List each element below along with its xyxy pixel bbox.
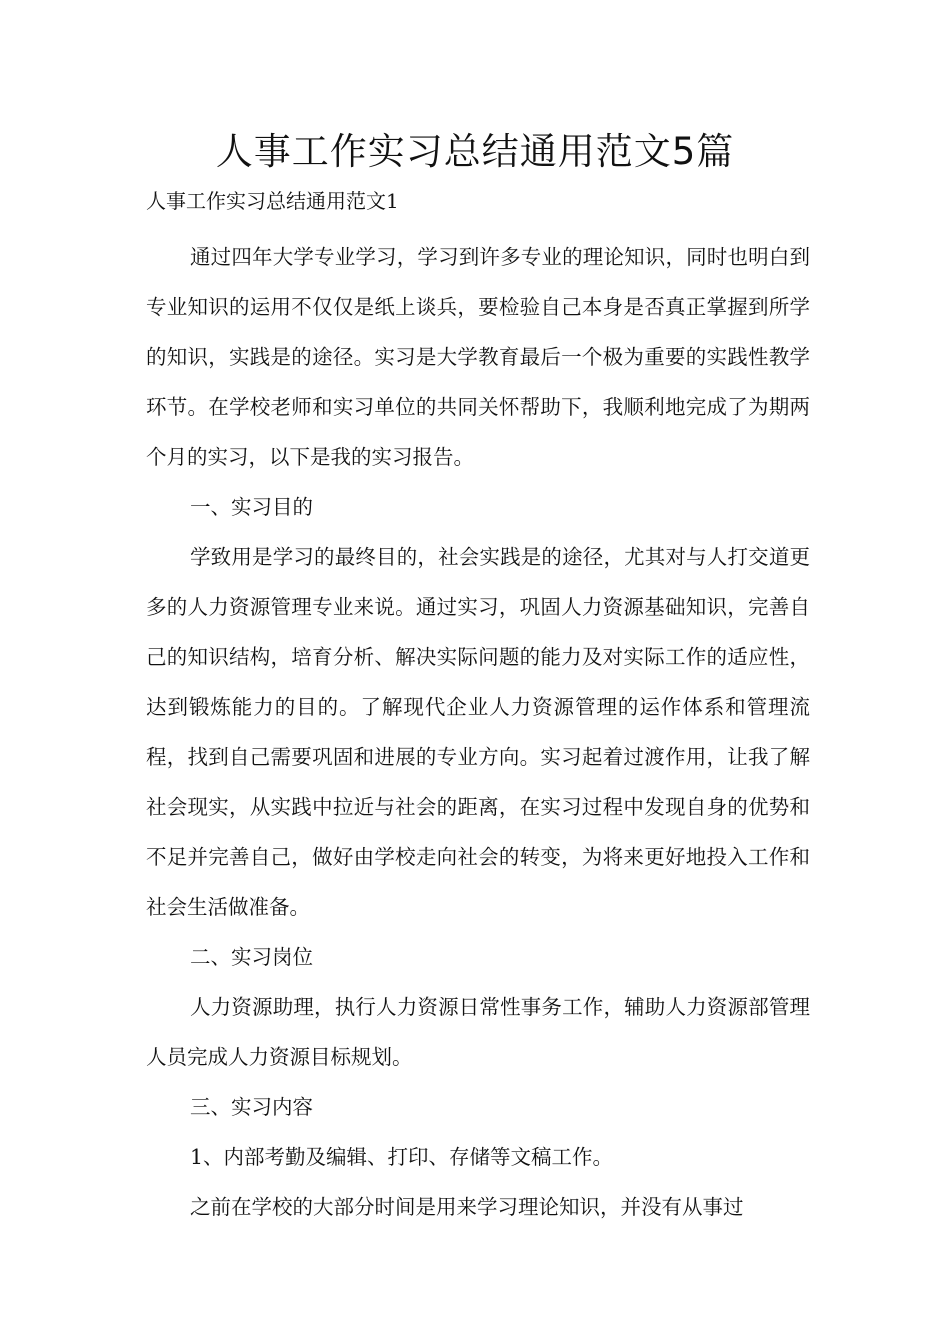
paragraph-purpose: 学致用是学习的最终目的，社会实践是的途径，尤其对与人打交道更多的人力资源管理专业来说。通过实习，巩固人力资源基础知识，完善自己的知识结构，培育分析、解决实际问题的能力及对实际工作的适应性，达到锻炼能力的目的。了解现代企业人力资源管理的运作体系和管理流程，找到自己需要巩固和进展的专业方向。实习起着过渡作用，让我了解社会现实，从实践中拉近与社会的距离，在实习过程中发现自身的优势和不足并完善自己，做好由学校走向社会的转变，为将来更好地投入工作和社会生活做准备。 [146, 545, 810, 919]
content-item-1: 1、内部考勤及编辑、打印、存储等文稿工作。 [190, 1145, 614, 1169]
section-heading-purpose: 一、实习目的 [190, 495, 313, 519]
section-heading-content: 三、实习内容 [190, 1095, 313, 1119]
paragraph-position: 人力资源助理，执行人力资源日常性事务工作，辅助人力资源部管理人员完成人力资源目标规划。 [146, 995, 810, 1069]
paragraph-content: 之前在学校的大部分时间是用来学习理论知识，并没有从事过 [190, 1195, 744, 1219]
document-title: 人事工作实习总结通用范文5篇 [215, 130, 735, 173]
document-body [146, 232, 810, 1232]
section-heading-position: 二、实习岗位 [190, 945, 313, 969]
paragraph-intro: 通过四年大学专业学习，学习到许多专业的理论知识，同时也明白到专业知识的运用不仅仅是纸上谈兵，要检验自己本身是否真正掌握到所学的知识，实践是的途径。实习是大学教育最后一个极为重要的实践性教学环节。在学校老师和实习单位的共同关怀帮助下，我顺利地完成了为期两个月的实习，以下是我的实习报告。 [146, 245, 810, 469]
document-subtitle: 人事工作实习总结通用范文1 [146, 189, 399, 213]
